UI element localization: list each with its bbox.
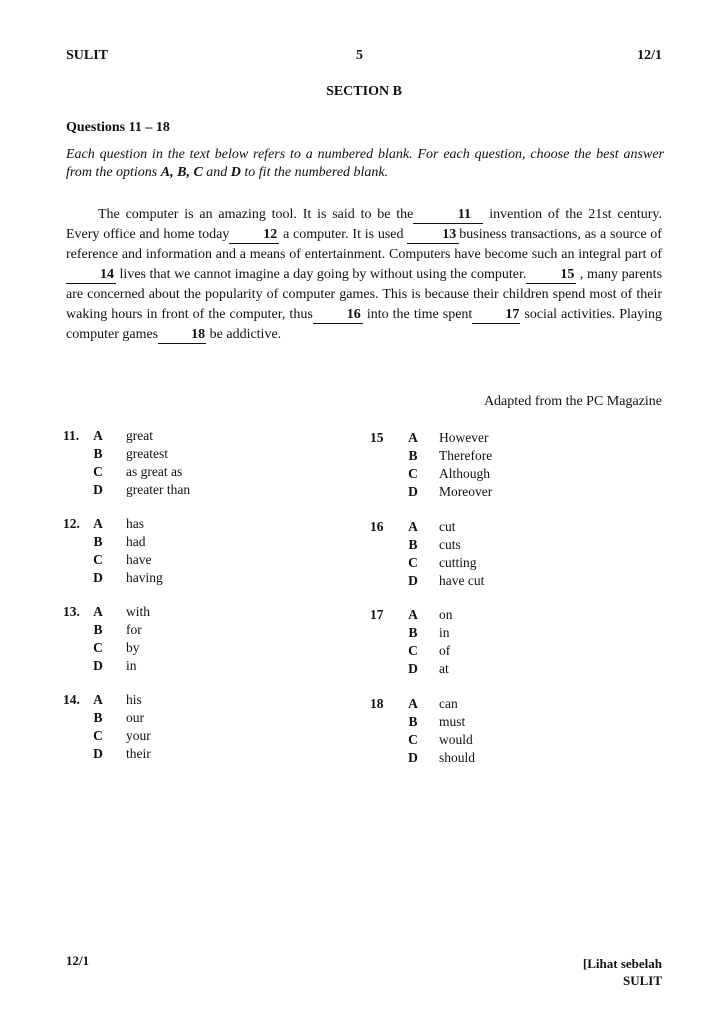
question-number: 15 [370, 430, 384, 445]
passage: The computer is an amazing tool. It is said to be the 11 invention of the 21st century. Every office and home today 12 a computer. It is used 13 business transactions, as a source of reference and information and a means of entertainment. Computers have become such an integral part of 14 lives that we cannot imagine a day going by without using the computer. 15 , many parents are concerned about the popularity of computer games. This is because their children spend most of their waking hours in front of the computer, thus 16 into the time spent 17 social activities. Playing computer games 18 be addictive. [66, 207, 663, 342]
source-credit: Adapted from the PC Magazine [483, 394, 662, 409]
paper-code: 12/1 [637, 48, 662, 63]
section-title: SECTION B [326, 84, 402, 99]
question-number: 17 [370, 607, 384, 622]
questions-range: Questions 11 – 18 [66, 120, 170, 135]
blank-17: 17 [472, 307, 520, 324]
blank-11: 11 [413, 207, 483, 224]
footer-turn-over-text: [Lihat sebelah [582, 956, 662, 971]
question-number: 13. [63, 604, 80, 619]
footer-turn-over [583, 955, 662, 989]
question-number: 11. [63, 428, 80, 443]
question-number: 12. [63, 516, 80, 531]
blank-14: 14 [66, 267, 116, 284]
header-sulit: SULIT [66, 48, 109, 63]
page-number: 5 [356, 48, 363, 63]
blank-18: 18 [158, 327, 206, 344]
blank-15: 15 [526, 267, 576, 284]
footer-sulit: SULIT [622, 973, 662, 988]
footer-paper-code: 12/1 [66, 953, 90, 968]
blank-16: 16 [313, 307, 363, 324]
question-number: 18 [370, 696, 384, 711]
question-number: 16 [370, 519, 384, 534]
question-number: 14. [63, 692, 80, 707]
blank-13: 13 [407, 227, 459, 244]
blank-12: 12 [229, 227, 279, 244]
instructions: Each question in the text below refers to a numbered blank. For each question, choose the best answer from the options A, B, C and D to fit the numbered blank. [66, 147, 664, 180]
